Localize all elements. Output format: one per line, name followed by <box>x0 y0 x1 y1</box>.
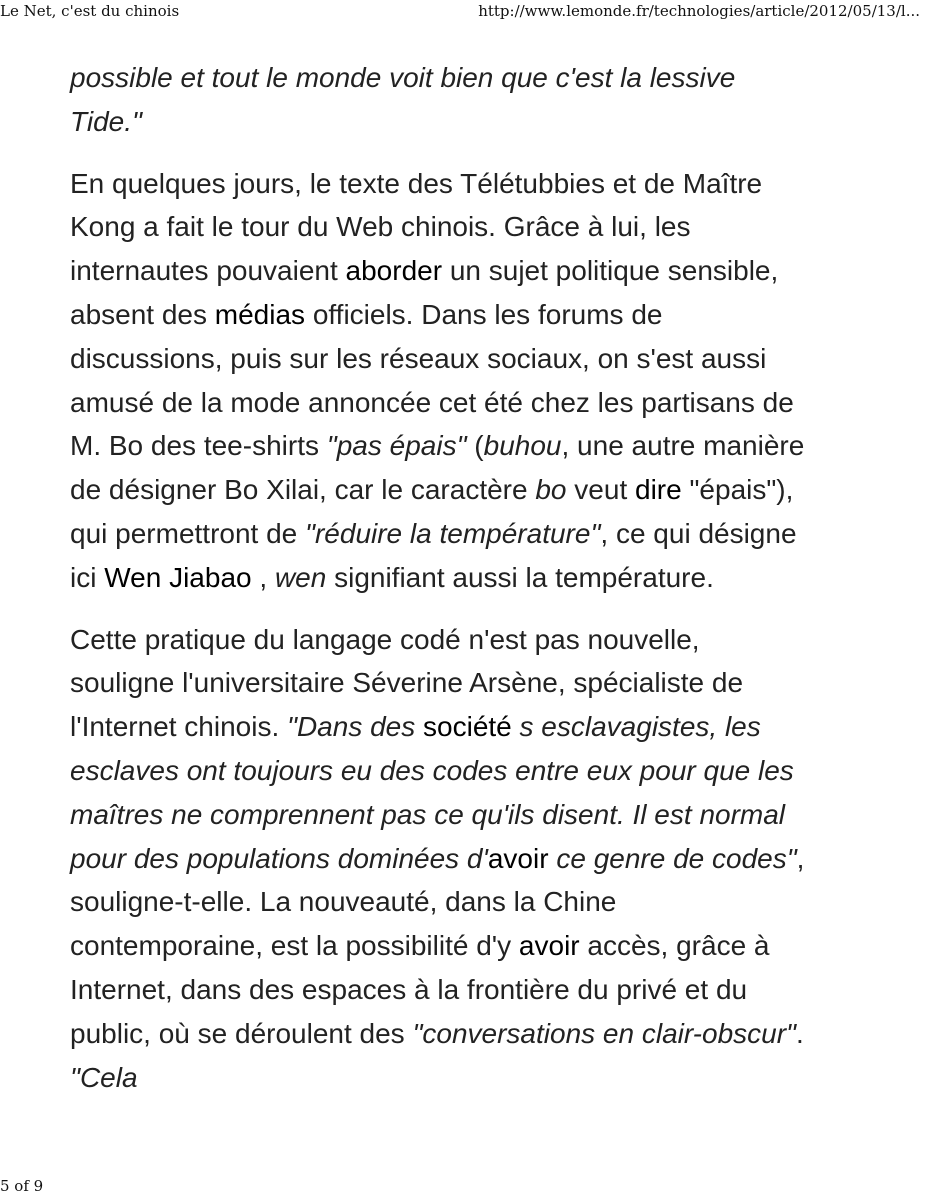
italic-span: wen <box>274 561 327 593</box>
italic-span: "Dans des <box>287 711 424 743</box>
text-span: Cette pratique du langage codé n'est pas nouvelle, souligne l'universitaire Séverine Arsène, spécialiste de l'Internet chinois. <box>70 623 744 743</box>
page-indicator: 5 of 9 <box>0 1177 44 1195</box>
italic-span: "pas épais" <box>326 430 467 462</box>
paragraph-1 <box>70 56 810 144</box>
text-span: accès, grâce à Internet, dans des espaces à la frontière du privé et du public, où se déroulent des <box>70 930 770 1049</box>
italic-span: s esclavagistes, les esclaves ont toujours eu des codes entre eux pour que les maîtres ne comprennent pas ce qu'ils disent. Il est normal pour des populations dominées d' <box>70 711 794 874</box>
link-societe[interactable]: société <box>423 711 512 743</box>
link-medias[interactable]: médias <box>214 298 306 330</box>
paragraph-2 <box>70 162 810 600</box>
text-span: , ce qui désigne ici <box>70 517 797 593</box>
page-title: Le Net, c'est du chinois <box>0 2 180 20</box>
text-span: un sujet politique sensible, absent des <box>70 255 779 330</box>
article-body <box>70 56 810 1117</box>
print-header <box>0 0 926 24</box>
link-avoir[interactable]: avoir <box>518 930 580 962</box>
italic-span: buhou <box>483 430 562 462</box>
italic-span: "conversations en clair-obscur" <box>412 1017 796 1049</box>
text-span: veut <box>566 474 635 506</box>
text-span: officiels. Dans les forums de discussions, puis sur les réseaux sociaux, on s'est aussi amusé de la mode annoncée cet été chez les partisans de M. Bo des tee-shirts <box>70 298 794 462</box>
text-span: , une autre manière de désigner Bo Xilai, car le caractère <box>70 430 805 506</box>
italic-span: ce genre de codes" <box>548 842 797 874</box>
text-span: ( <box>466 430 484 462</box>
link-aborder[interactable]: aborder <box>345 255 443 287</box>
page-url: http://www.lemonde.fr/technologies/article/2012/05/13/l... <box>478 2 920 20</box>
italic-span: "réduire la température" <box>305 517 601 549</box>
link-wen-jiabao[interactable]: Wen Jiabao <box>104 561 252 593</box>
quote-text: possible et tout le monde voit bien que c'est la lessive Tide." <box>70 62 736 137</box>
italic-span: "Cela <box>70 1061 138 1093</box>
link-dire[interactable]: dire <box>635 474 682 506</box>
paragraph-3 <box>70 618 810 1100</box>
text-span: , <box>251 561 275 593</box>
text-span: signifiant aussi la température. <box>326 561 714 593</box>
text-span: , souligne-t-elle. La nouveauté, dans la Chine contemporaine, est la possibilité d'y <box>70 842 805 962</box>
text-span: En quelques jours, le texte des Télétubbies et de Maître Kong a fait le tour du Web chinois. Grâce à lui, les internautes pouvaient <box>70 167 763 287</box>
italic-span: bo <box>535 474 567 506</box>
text-span: "épais"), qui permettront de <box>70 474 794 549</box>
text-span: . <box>796 1017 804 1049</box>
link-avoir[interactable]: avoir <box>487 842 549 874</box>
